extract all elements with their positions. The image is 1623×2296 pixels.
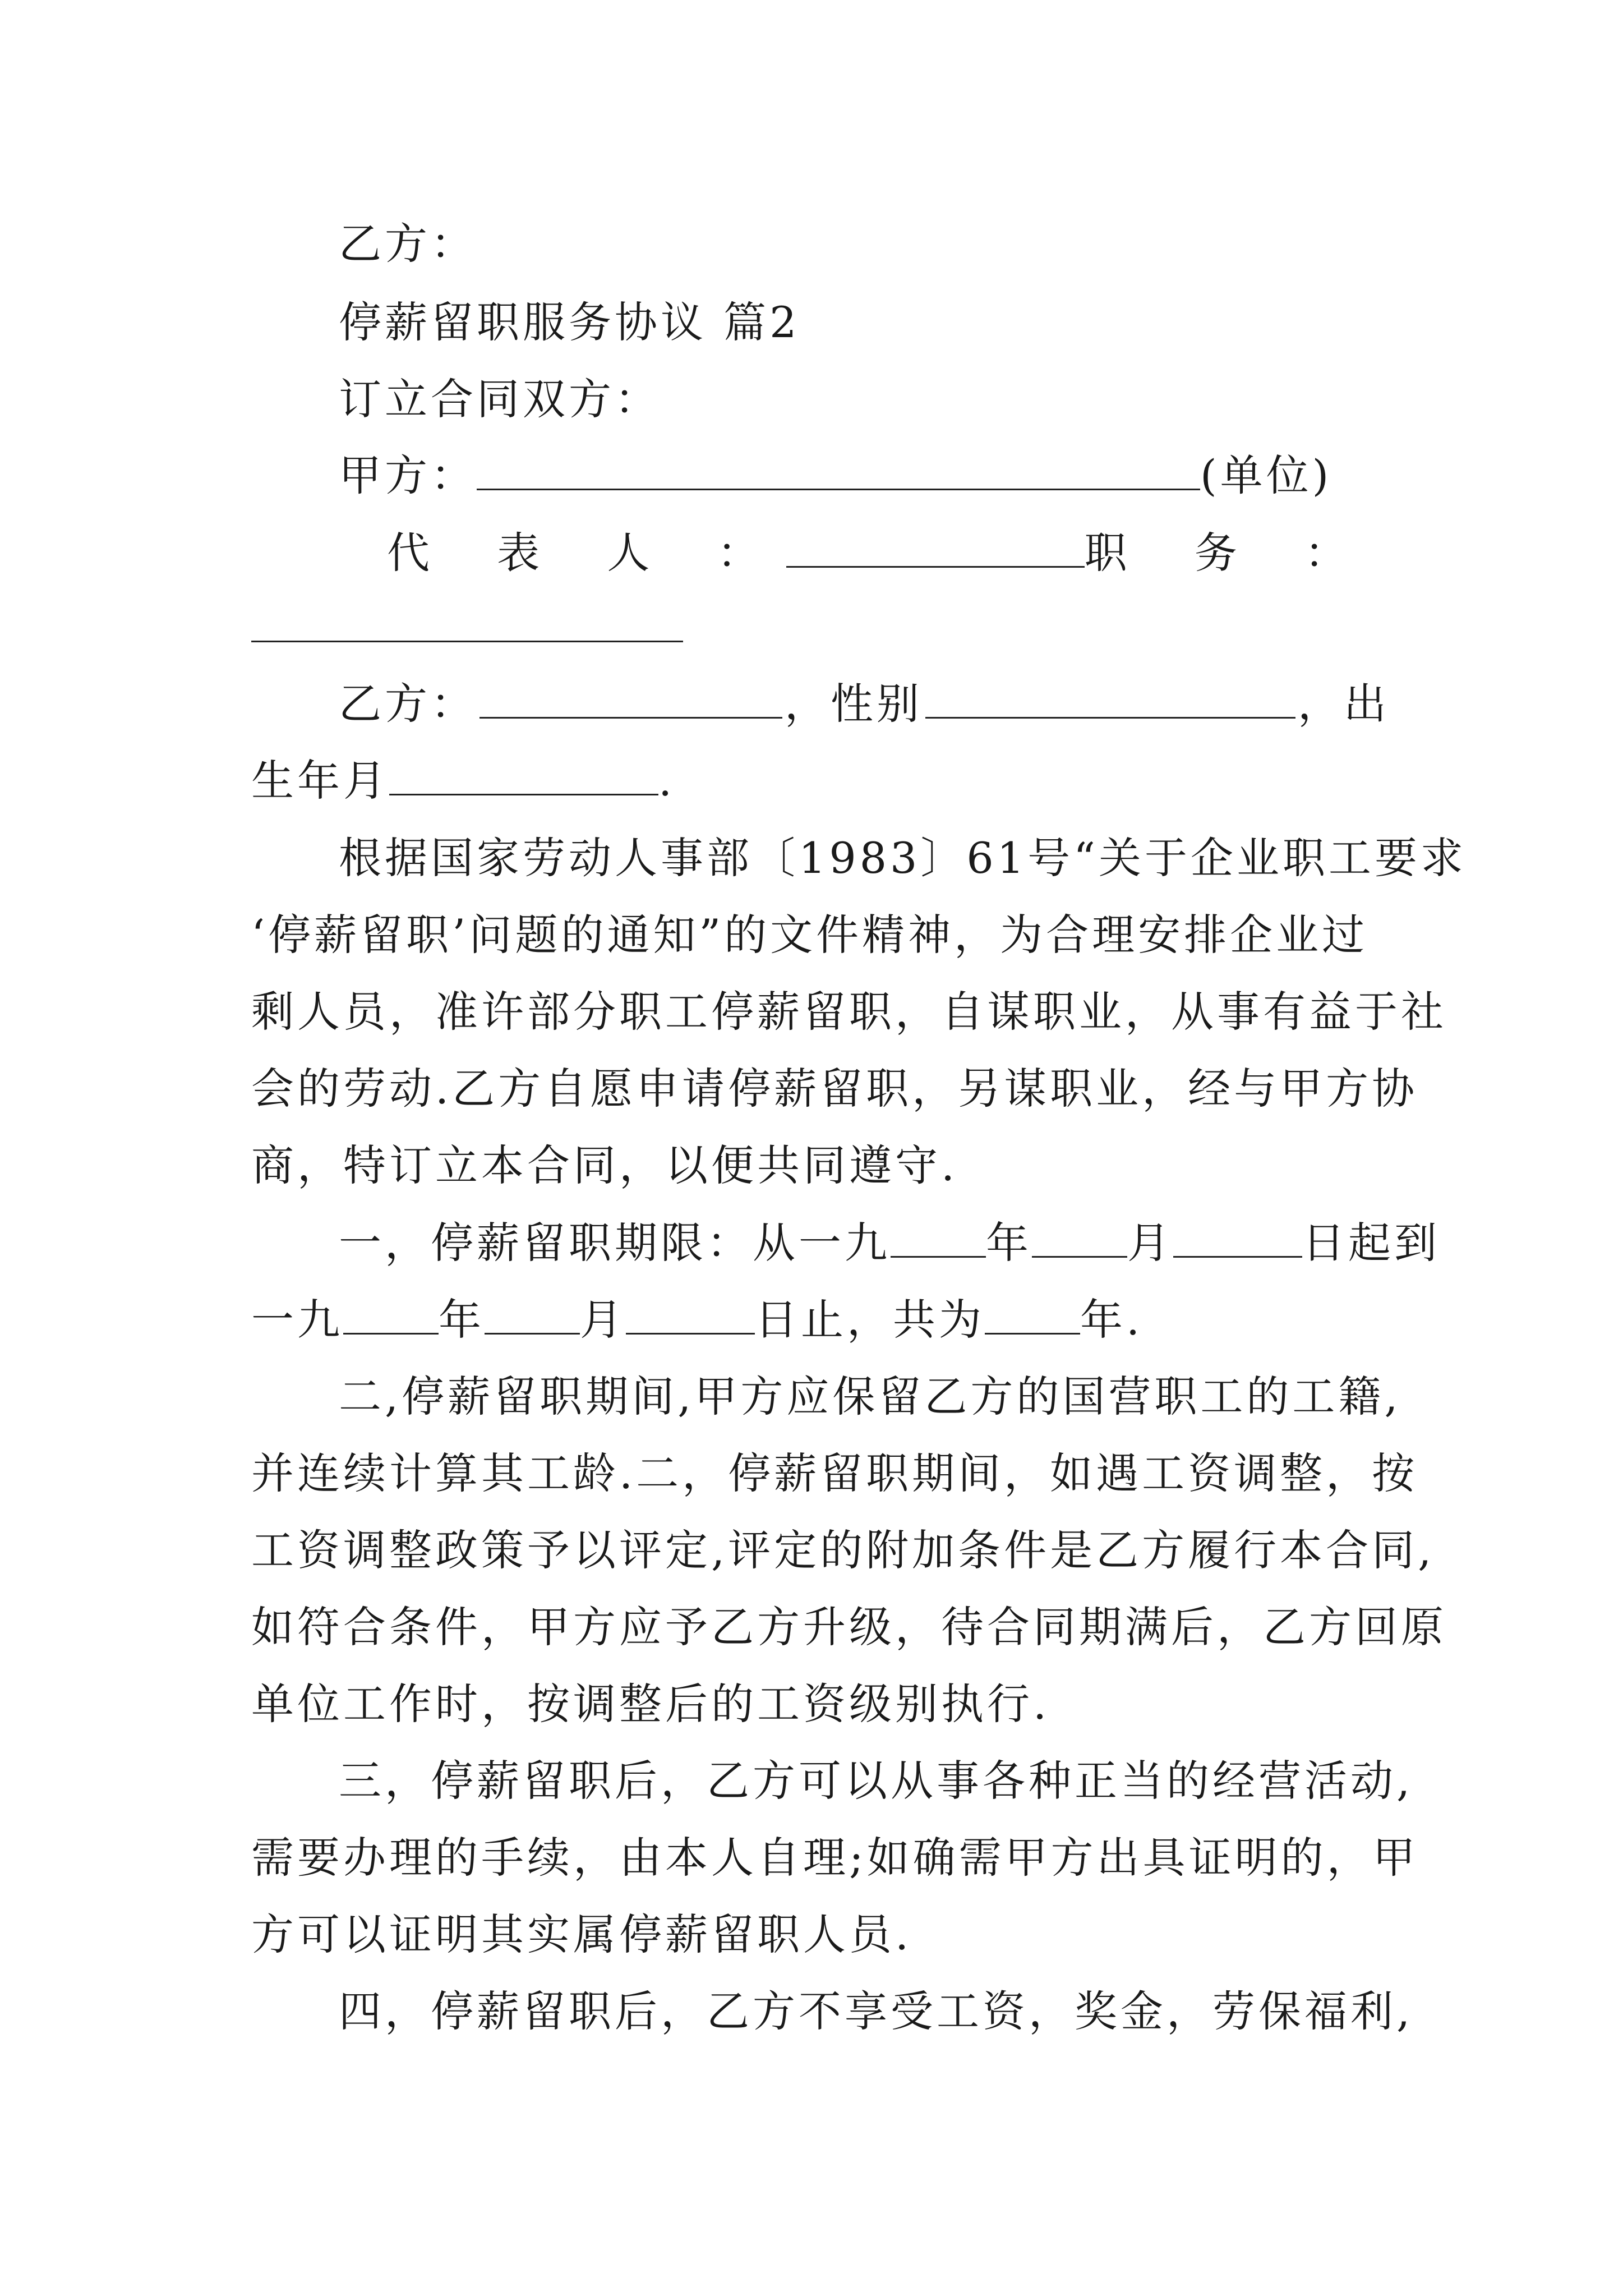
paragraph-4-line: 四，停薪留职后，乙方不享受工资，奖金，劳保福利, bbox=[339, 1986, 1414, 2036]
representative-line bbox=[387, 525, 1374, 581]
jiafang-line bbox=[339, 448, 1390, 504]
chu-text: ，出 bbox=[1298, 679, 1390, 729]
day-blank bbox=[1173, 1217, 1302, 1258]
year-text: 年 bbox=[986, 1218, 1032, 1268]
yifang-label: 乙方： bbox=[339, 679, 477, 729]
birth-end: . bbox=[658, 756, 676, 806]
day-start-text: 日起到 bbox=[1302, 1218, 1440, 1268]
total-years-text: 年. bbox=[1080, 1295, 1144, 1345]
paragraph-1-line: 商，特订立本合同，以便共同遵守. bbox=[251, 1140, 958, 1190]
gender-label: ，性别 bbox=[785, 679, 923, 729]
term-end-prefix: 一九 bbox=[251, 1295, 343, 1345]
yifang-blank bbox=[479, 678, 782, 719]
birth-label: 生年月 bbox=[251, 756, 389, 806]
term-line-2 bbox=[251, 1292, 1390, 1348]
total-years-blank bbox=[985, 1294, 1080, 1335]
paragraph-1-line: 根据国家劳动人事部〔1983〕61号“关于企业职工要求 bbox=[339, 833, 1467, 883]
term-line-1 bbox=[339, 1215, 1440, 1271]
paragraph-2-line: 工资调整政策予以评定,评定的附加条件是乙方履行本合同, bbox=[251, 1525, 1435, 1575]
paragraph-2-line: 如符合条件，甲方应予乙方升级，待合同期满后，乙方回原 bbox=[251, 1602, 1447, 1652]
month-text: 月 bbox=[1127, 1218, 1173, 1268]
paragraph-3-line: 需要办理的手续，由本人自理;如确需甲方出具证明的，甲 bbox=[251, 1833, 1419, 1883]
birth-blank bbox=[389, 754, 658, 795]
end-day-blank bbox=[626, 1294, 755, 1335]
representative-blank bbox=[786, 527, 1084, 568]
position-label: 职 务 ： bbox=[1084, 528, 1374, 578]
paragraph-2-line: 二,停薪留职期间,甲方应保留乙方的国营职工的工籍, bbox=[339, 1372, 1401, 1421]
paragraph-3-line: 三，停薪留职后，乙方可以从事各种正当的经营活动, bbox=[339, 1756, 1414, 1806]
end-year-text: 年 bbox=[439, 1295, 485, 1345]
year-blank bbox=[891, 1217, 986, 1258]
paragraph-1-line: 剩人员，准许部分职工停薪留职，自谋职业，从事有益于社 bbox=[251, 987, 1447, 1037]
yifang-heading: 乙方： bbox=[339, 219, 477, 269]
month-blank bbox=[1032, 1217, 1127, 1258]
gender-blank bbox=[925, 678, 1295, 719]
paragraph-2-line: 并连续计算其工龄.二，停薪留职期间，如遇工资调整，按 bbox=[251, 1448, 1418, 1498]
end-month-text: 月 bbox=[580, 1295, 626, 1345]
yifang-info-line bbox=[339, 676, 1390, 732]
position-blank bbox=[251, 641, 683, 642]
paragraph-3-line: 方可以证明其实属停薪留职人员. bbox=[251, 1910, 912, 1959]
paragraph-2-line: 单位工作时，按调整后的工资级别执行. bbox=[251, 1679, 1050, 1729]
representative-label: 代 表 人 ： bbox=[387, 528, 787, 578]
paragraph-1-line: ‘停薪留职’问题的通知”的文件精神，为合理安排企业过 bbox=[251, 910, 1368, 960]
jiafang-blank bbox=[477, 449, 1200, 490]
paragraph-1-line: 会的劳动.乙方自愿申请停薪留职，另谋职业，经与甲方协 bbox=[251, 1064, 1418, 1114]
agreement-title: 停薪留职服务协议 篇2 bbox=[339, 297, 800, 347]
end-month-blank bbox=[485, 1294, 580, 1335]
term-start-text: 一，停薪留职期限：从一九 bbox=[339, 1218, 891, 1268]
end-year-blank bbox=[343, 1294, 439, 1335]
birth-line bbox=[251, 753, 1390, 809]
jiafang-label: 甲方： bbox=[339, 450, 477, 500]
jiafang-suffix: (单位) bbox=[1200, 450, 1332, 500]
day-end-text: 日止，共为 bbox=[755, 1295, 985, 1345]
contract-parties-heading: 订立合同双方： bbox=[339, 374, 661, 424]
